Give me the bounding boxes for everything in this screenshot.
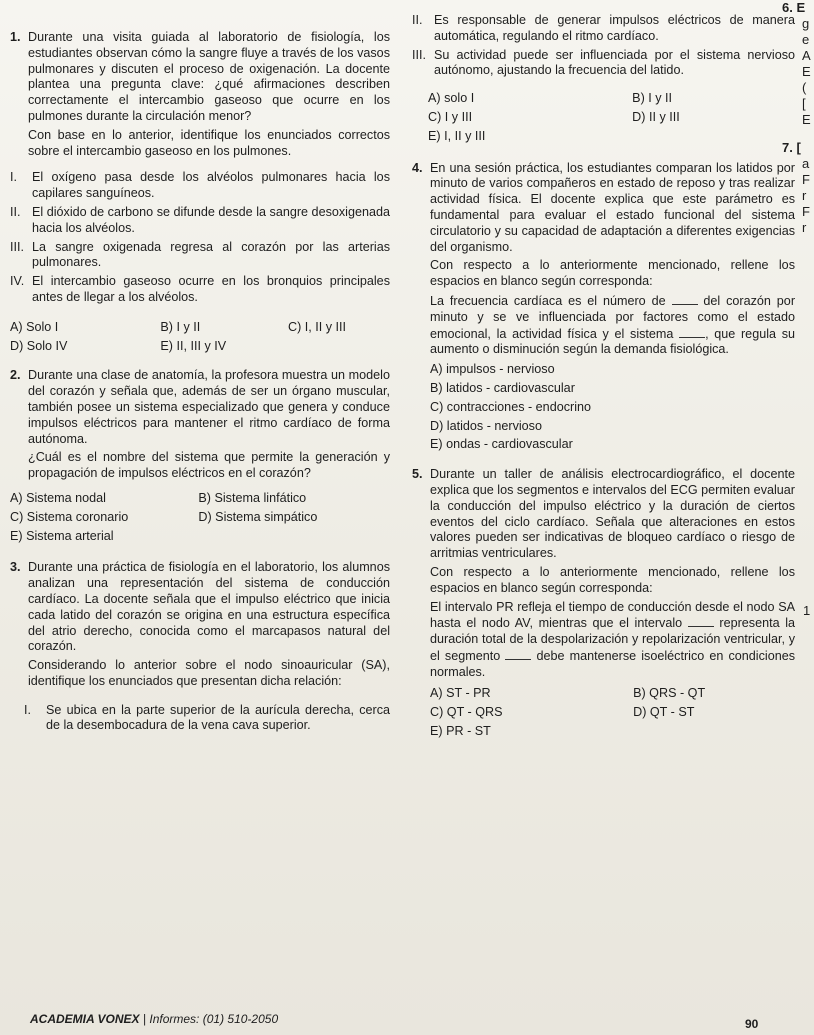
answer-option-b[interactable]: B) I y II	[632, 91, 673, 106]
contact-info: Informes: (01) 510-2050	[149, 1012, 279, 1026]
question-6-number: 6. E	[782, 0, 806, 15]
edge-fragment: e	[802, 32, 810, 47]
question-2	[10, 368, 390, 544]
answer-option-b[interactable]: B) QRS - QT	[633, 686, 706, 701]
blank-field[interactable]	[679, 326, 705, 338]
answer-option-e[interactable]: E) I, II y III	[428, 128, 486, 143]
fill-in-sentence: La frecuencia cardíaca es el número de del corazón por minuto y se ve influenciada por factores como el estado emocional, la actividad física y el sistema , que regula su aumento o disminución según la demanda fisiológica.	[430, 293, 796, 357]
question-4	[412, 161, 795, 454]
question-stem: Durante un taller de análisis electrocardiográfico, el docente explica que los segmentos e intervalos del ECG permiten evaluar la conducción del impulso eléctrico y la duración de ciertos eventos del ciclo cardíaco. Señala que alteraciones en estos valores pueden ser indicativas de bloqueo cardíaco o riesgo de arritmias ventriculares.	[430, 467, 795, 561]
question-stem: Durante una visita guiada al laboratorio de fisiología, los estudiantes observan cómo la sangre fluye a través de los vasos pulmonares y discuten el proceso de oxigenación. La docente plantea una pregunta clave: ¿qué afirmaciones describen correctamente el intercambio gaseoso que ocurre en los pulmones durante la circulación menor?	[28, 30, 390, 123]
answer-option-d[interactable]: D) QT - ST	[633, 705, 695, 720]
answer-option-a[interactable]: A) Sistema nodal	[10, 490, 106, 505]
question-lead: Considerando lo anterior sobre el nodo sinoauricular (SA), identifique los enunciados que presentan dicha relación:	[28, 658, 390, 688]
answer-option-d[interactable]: D) II y III	[632, 109, 680, 124]
answer-option-b[interactable]: B) I y II	[160, 319, 201, 334]
question-number: 2.	[10, 368, 21, 383]
statement-item: I. Se ubica en la parte superior de la aurícula derecha, cerca de la desembocadura de la vena cava superior.	[24, 702, 390, 733]
edge-fragment: F	[802, 172, 810, 187]
question-5	[412, 467, 795, 740]
answer-option-c[interactable]: C) Sistema coronario	[10, 509, 129, 524]
question-lead: Con respecto a lo anteriormente mencionado, rellene los espacios en blanco según corresponda:	[430, 564, 795, 595]
edge-fragment: r	[802, 188, 807, 203]
question-number: 4.	[412, 160, 423, 175]
answer-option-b[interactable]: B) latidos - cardiovascular	[430, 380, 575, 395]
statement-item: III. La sangre oxigenada regresa al corazón por las arterias pulmonares.	[10, 239, 390, 270]
answer-option-c[interactable]: C) contracciones - endocrino	[430, 399, 591, 414]
page-number: 90	[745, 1017, 759, 1031]
statement-item: IV. El intercambio gaseoso ocurre en los bronquios principales antes de llegar a los alvéolos.	[10, 274, 390, 304]
question-number: 1.	[10, 30, 21, 44]
right-edge-column	[782, 0, 814, 236]
answer-option-a[interactable]: A) impulsos - nervioso	[430, 362, 555, 377]
question-number: 3.	[10, 560, 21, 575]
answer-option-c[interactable]: C) I, II y III	[287, 319, 347, 334]
footer: ACADEMIA VONEX | Informes: (01) 510-2050	[30, 1012, 279, 1026]
statement-item: II. El dióxido de carbono se difunde desde la sangre desoxigenada hacia los alvéolos.	[10, 204, 390, 235]
statement-item: III. Su actividad puede ser influenciada por el sistema nervioso autónomo, ajustando la frecuencia del latido.	[412, 47, 795, 78]
statement-item: I. El oxígeno pasa desde los alvéolos pulmonares hacia los capilares sanguíneos.	[10, 170, 390, 201]
answer-option-e[interactable]: E) II, III y IV	[160, 338, 227, 353]
question-lead: Con respecto a lo anteriormente mencionado, rellene los espacios en blanco según corresponda:	[430, 258, 795, 289]
edge-fragment: E	[802, 112, 811, 127]
blank-field[interactable]	[672, 293, 698, 305]
answer-options	[412, 91, 795, 144]
answer-option-e[interactable]: E) ondas - cardiovascular	[430, 437, 573, 452]
edge-fragment: (	[802, 80, 807, 95]
edge-fragment: r	[802, 220, 807, 235]
answer-option-d[interactable]: D) Sistema simpático	[198, 509, 318, 524]
question-7-number: 7. [	[782, 140, 801, 155]
question-1	[10, 30, 390, 354]
left-column	[10, 10, 390, 746]
answer-option-d[interactable]: D) Solo IV	[10, 338, 68, 353]
question-3	[10, 560, 390, 734]
blank-field[interactable]	[688, 615, 714, 627]
blank-field[interactable]	[505, 648, 531, 660]
edge-fragment: g	[802, 16, 810, 31]
edge-fragment: a	[802, 156, 810, 171]
answer-option-e[interactable]: E) Sistema arterial	[10, 528, 114, 543]
question-lead: Con base en lo anterior, identifique los enunciados correctos sobre el intercambio gaseoso en los pulmones.	[28, 127, 390, 158]
fill-in-sentence: El intervalo PR refleja el tiempo de conducción desde el nodo SA hasta el nodo AV, mientras que el intervalo representa la duración total de la despolarización y repolarización ventricular, y el segmento debe mantenerse isoeléctrico en condiciones normales.	[430, 599, 796, 679]
answer-option-d[interactable]: D) latidos - nervioso	[430, 418, 542, 433]
answer-option-e[interactable]: E) PR - ST	[430, 724, 491, 739]
answer-option-a[interactable]: A) ST - PR	[430, 686, 491, 701]
question-3-continued	[412, 13, 795, 145]
statement-item: II. Es responsable de generar impulsos eléctricos de manera automática, regulando el ritmo cardíaco.	[412, 13, 795, 43]
answer-option-b[interactable]: B) Sistema linfático	[198, 490, 307, 505]
edge-fragment: F	[802, 204, 810, 219]
edge-fragment: [	[802, 96, 806, 111]
answer-options	[10, 320, 390, 355]
question-stem: En una sesión práctica, los estudiantes comparan los latidos por minuto de varios compañeros en estado de reposo y tras realizar actividad física. El docente explica que este parámetro es fundamental para evaluar el estado funcional del sistema circulatorio y su capacidad de adaptación a diferentes exigencias del organismo.	[430, 160, 795, 254]
question-stem: Durante una práctica de fisiología en el laboratorio, los alumnos analizan una representación del sistema de conducción cardíaco. La docente señala que el impulso eléctrico que inicia cada latido del corazón se origina en una estructura específica del atrio derecho, conocida como el marcapasos natural del corazón.	[28, 560, 390, 654]
middle-column	[412, 10, 795, 752]
answer-option-c[interactable]: C) I y III	[428, 109, 473, 124]
question-number: 5.	[412, 467, 423, 482]
answer-option-c[interactable]: C) QT - QRS	[430, 705, 503, 720]
answer-options	[10, 491, 390, 544]
edge-fragment: A	[802, 48, 811, 63]
edge-fragment: 1	[803, 603, 811, 618]
answer-option-a[interactable]: A) Solo I	[10, 319, 59, 334]
answer-options	[430, 686, 795, 739]
edge-fragment: E	[802, 64, 811, 79]
question-stem: Durante una clase de anatomía, la profesora muestra un modelo del corazón y señala que, además de ser un órgano muscular, también posee un sistema especializado que genera y conduce impulsos eléctricos para mantener el ritmo cardíaco de forma autónoma.	[28, 368, 390, 446]
question-text: ¿Cuál es el nombre del sistema que permite la generación y propagación de impulsos eléctricos en el corazón?	[28, 450, 390, 481]
answer-options	[430, 362, 795, 453]
brand-name: ACADEMIA VONEX	[30, 1012, 140, 1026]
answer-option-a[interactable]: A) solo I	[428, 91, 475, 106]
